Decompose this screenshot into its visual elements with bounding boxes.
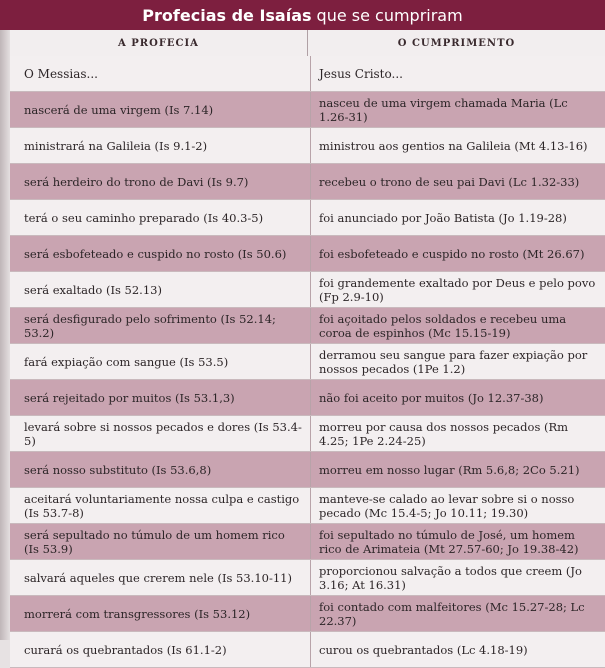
table-row	[10, 56, 605, 92]
fulfillment-cell: proporcionou salvação a todos que creem (Jo 3.16; At 16.31)	[310, 560, 605, 595]
table-row	[10, 344, 605, 380]
header-prophecy: A PROFECIA	[118, 37, 199, 49]
table-row	[10, 524, 605, 560]
prophecy-cell: morrerá com transgressores (Is 53.12)	[24, 606, 251, 621]
fulfillment-cell: manteve-se calado ao levar sobre si o nosso pecado (Mc 15.4-5; Jo 10.11; 19.30)	[310, 488, 605, 523]
prophecy-cell: salvará aqueles que crerem nele (Is 53.10-11)	[24, 570, 292, 585]
fulfillment-cell: foi grandemente exaltado por Deus e pelo povo (Fp 2.9-10)	[310, 272, 605, 307]
fulfillment-cell: derramou seu sangue para fazer expiação por nossos pecados (1Pe 1.2)	[310, 344, 605, 379]
fulfillment-cell: foi açoitado pelos soldados e recebeu uma coroa de espinhos (Mc 15.15-19)	[310, 308, 605, 343]
header-fulfillment: O CUMPRIMENTO	[397, 37, 516, 49]
fulfillment-cell: foi sepultado no túmulo de José, um homem rico de Arimateia (Mt 27.57-60; Jo 19.38-42)	[310, 524, 605, 559]
fulfillment-cell: morreu por causa dos nossos pecados (Rm 4.25; 1Pe 2.24-25)	[310, 416, 605, 451]
binding-edge	[0, 30, 10, 640]
prophecy-cell: será exaltado (Is 52.13)	[24, 282, 162, 297]
fulfillment-cell: foi esbofeteado e cuspido no rosto (Mt 26.67)	[310, 236, 605, 271]
prophecy-cell: será rejeitado por muitos (Is 53.1,3)	[24, 390, 235, 405]
table-row	[10, 452, 605, 488]
prophecy-cell: será nosso substituto (Is 53.6,8)	[24, 462, 212, 477]
title-sub: que se cumpriram	[316, 5, 463, 25]
table-row	[10, 92, 605, 128]
fulfillment-cell: foi anunciado por João Batista (Jo 1.19-28)	[310, 200, 605, 235]
prophecy-cell: fará expiação com sangue (Is 53.5)	[24, 354, 229, 369]
table-row	[10, 632, 605, 668]
prophecy-cell: levará sobre si nossos pecados e dores (Is 53.4-5)	[24, 419, 302, 448]
column-headers	[10, 30, 605, 56]
fulfillment-cell: morreu em nosso lugar (Rm 5.6,8; 2Co 5.21)	[310, 452, 605, 487]
fulfillment-cell: foi contado com malfeitores (Mc 15.27-28; Lc 22.37)	[310, 596, 605, 631]
prophecy-cell: será esbofeteado e cuspido no rosto (Is 50.6)	[24, 246, 287, 261]
table-row	[10, 272, 605, 308]
table-row	[10, 560, 605, 596]
prophecy-cell: aceitará voluntariamente nossa culpa e castigo (Is 53.7-8)	[24, 491, 300, 520]
fulfillment-cell: nasceu de uma virgem chamada Maria (Lc 1.26-31)	[310, 92, 605, 127]
prophecy-cell: será herdeiro do trono de Davi (Is 9.7)	[24, 174, 249, 189]
prophecy-cell: será desfigurado pelo sofrimento (Is 52.14; 53.2)	[24, 311, 276, 340]
fulfillment-cell: não foi aceito por muitos (Jo 12.37-38)	[310, 380, 605, 415]
fulfillment-cell: recebeu o trono de seu pai Davi (Lc 1.32-33)	[310, 164, 605, 199]
fulfillment-cell: curou os quebrantados (Lc 4.18-19)	[310, 632, 605, 667]
table-row	[10, 488, 605, 524]
table-row	[10, 200, 605, 236]
table-row	[10, 308, 605, 344]
table-row	[10, 236, 605, 272]
title-main: Profecias de Isaías	[142, 5, 312, 25]
table-row	[10, 164, 605, 200]
fulfillment-cell: ministrou aos gentios na Galileia (Mt 4.13-16)	[310, 128, 605, 163]
table-title	[0, 0, 605, 30]
prophecy-cell: ministrará na Galileia (Is 9.1-2)	[24, 138, 208, 153]
prophecy-cell: curará os quebrantados (Is 61.1-2)	[24, 642, 227, 657]
table-row	[10, 416, 605, 452]
prophecy-cell: terá o seu caminho preparado (Is 40.3-5)	[24, 210, 264, 225]
prophecy-cell: O Messias...	[24, 66, 98, 81]
table-row	[10, 380, 605, 416]
prophecy-cell: nascerá de uma virgem (Is 7.14)	[24, 102, 214, 117]
table-row	[10, 596, 605, 632]
table-row	[10, 128, 605, 164]
prophecy-table	[10, 56, 605, 668]
fulfillment-cell: Jesus Cristo...	[310, 56, 605, 91]
prophecy-cell: será sepultado no túmulo de um homem rico (Is 53.9)	[24, 527, 285, 556]
